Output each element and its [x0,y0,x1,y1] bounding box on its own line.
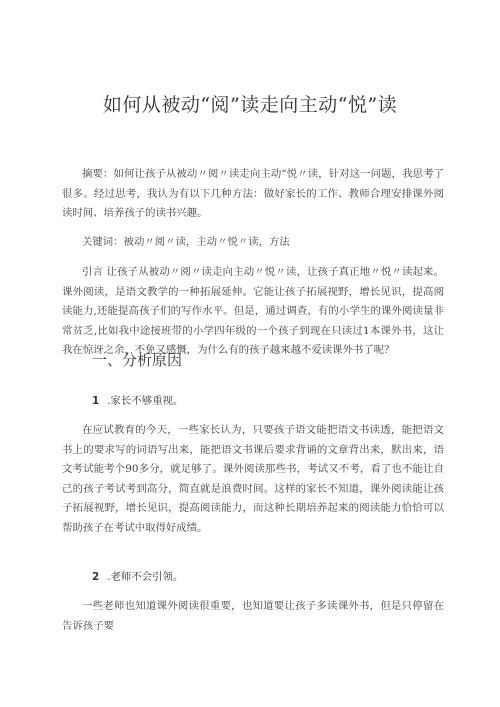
subsection-heading-2 [92,568,183,583]
abstract-paragraph: 摘要：如何让孩子从被动〃阅〃读走向主动“悦〃读，针对这一问题，我思考了很多。经过思考，我认为有以下几种方法：做好家长的工作、教师合理安排课外阅读时间、培养孩子的读书兴趣。 [62,168,444,219]
subsection-number: 1 [92,395,100,407]
page-title: 如何从被动“阅”读走向主动“悦”读 [102,94,398,116]
keywords-line: 关键词：被动〃阅〃读，主动〃悦〃读，方法 [82,236,290,248]
section-heading-analysis: 一、分析原因 [92,351,183,369]
subsection-title: .家长不够重视。 [107,395,184,407]
subsection-title: .老师不会引领。 [107,571,184,583]
intro-paragraph: 引言 让孩子从被动〃阅〃读走向主动〃悦〃读，让孩子真正地〃悦〃读起来。课外阅读，是语文教学的一种拓展延伸。它能让孩子拓展视野，增长见识，提高阅读能力,还能提高孩子们的写作水平。但是，通过调查，有的小学生的课外阅读量非常贫乏,比如我中途接班带的小学四年级的一个孩子到现在只读过1本课外书，这让我在惊讶之余，不免又感慨，为什么有的孩子越来越不爱读课外书了呢？ [62,266,444,356]
subsection-heading-1 [92,392,183,407]
subsection-number: 2 [92,571,100,583]
subsection-1-body: 在应试教育的今天，一些家长认为，只要孩子语文能把语文书读透，能把语文书上的要求写的词语写出来，能把语文书课后要求背诵的文章背出来，默出来，语文考试能考个90多分，就足够了。课外阅读那些书，考试又不考，看了也不能让自己的孩子考试考到高分，简直就是浪费时间。这样的家长不知道，课外阅读能让孩子拓展视野，增长见识，提高阅读能力，而这种长期培养起来的阅读能力恰恰可以帮助孩子在考试中取得好成绩。 [62,424,444,534]
subsection-2-body: 一些老师也知道课外阅读很重要，也知道要让孩子多读课外书，但是只停留在告诉孩子要 [62,600,444,632]
